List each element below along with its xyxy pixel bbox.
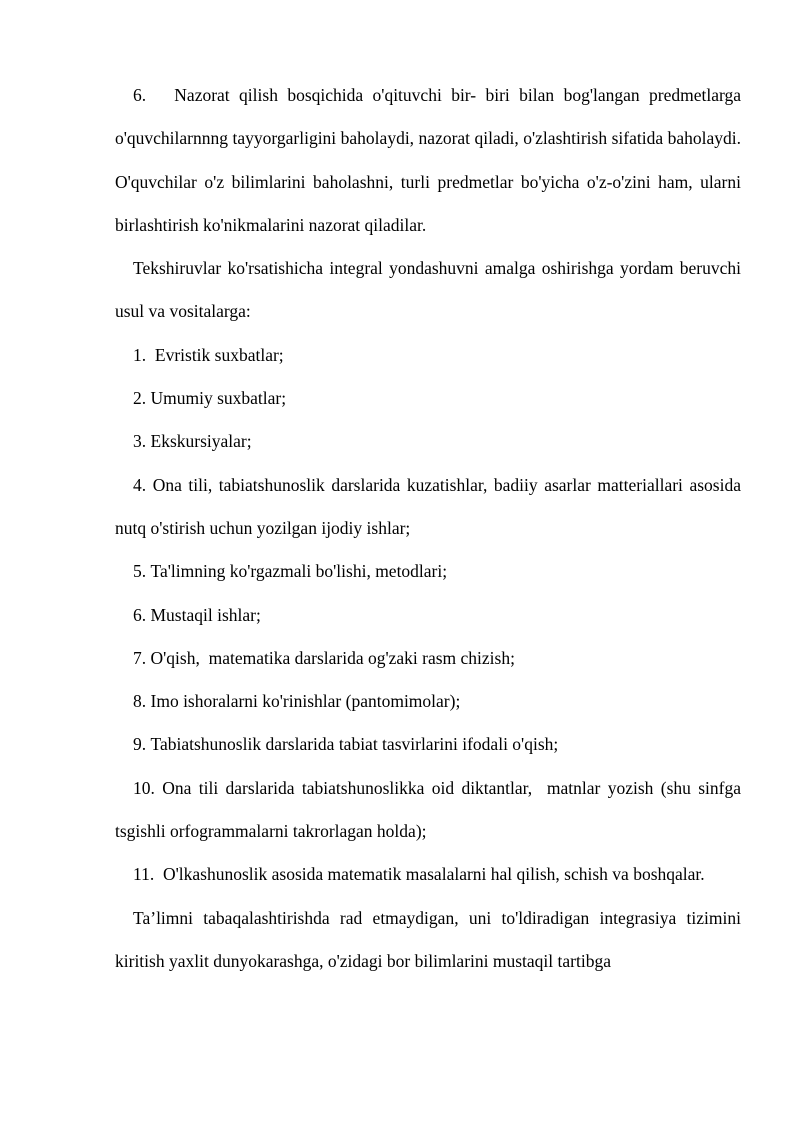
list-item: 11. O'lkashunoslik asosida matematik masalalarni hal qilish, schish va boshqalar. <box>133 864 705 885</box>
list-item: 3. Ekskursiyalar; <box>133 431 252 452</box>
list-item: 6. Mustaqil ishlar; <box>133 604 261 625</box>
list-item: 2. Umumiy suxbatlar; <box>133 388 287 409</box>
list-item: 10. Ona tili darslarida tabiatshunoslikka oid diktantlar, matnlar yozish (shu sinfga tsgishli orfogrammalarni takrorlagan holda); <box>115 777 741 842</box>
list-item: 8. Imo ishoralarni ko'rinishlar (pantomimolar); <box>133 691 461 712</box>
paragraph-tekshiruvlar: Tekshiruvlar ko'rsatishicha integral yondashuvni amalga oshirishga yordam beruvchi usul va vositalarga: <box>115 258 741 322</box>
paragraph-nazorat: 6. Nazorat qilish bosqichida o'qituvchi bir- biri bilan bog'langan predmetlarga o'quvchilarnnng tayyorgarligini baholaydi, nazorat qiladi, o'zlashtirish sifatida baholaydi. O'quvchilar o'z bilimlarini baholashni, turli predmetlar bo'yicha o'z-o'zini ham, ularni birlashtirish ko'nikmalarini nazorat qiladilar. <box>115 85 741 235</box>
list-item: 4. Ona tili, tabiatshunoslik darslarida kuzatishlar, badiiy asarlar matteriallari asosida nutq o'stirish uchun yozilgan ijodiy ishlar; <box>115 474 741 538</box>
list-item: 1. Evristik suxbatlar; <box>133 344 284 365</box>
document-body <box>115 74 741 983</box>
paragraph-closing: Ta’limni tabaqalashtirishda rad etmaydigan, uni to'ldiradigan integrasiya tizimini kiritish yaxlit dunyokarashga, o'zidagi bor bilimlarini mustaqil tartibga <box>115 907 741 971</box>
list-item: 5. Ta'limning ko'rgazmali bo'lishi, metodlari; <box>133 561 448 582</box>
list-item: 9. Tabiatshunoslik darslarida tabiat tasvirlarini ifodali o'qish; <box>133 734 559 755</box>
list-item: 7. O'qish, matematika darslarida og'zaki rasm chizish; <box>133 647 515 668</box>
